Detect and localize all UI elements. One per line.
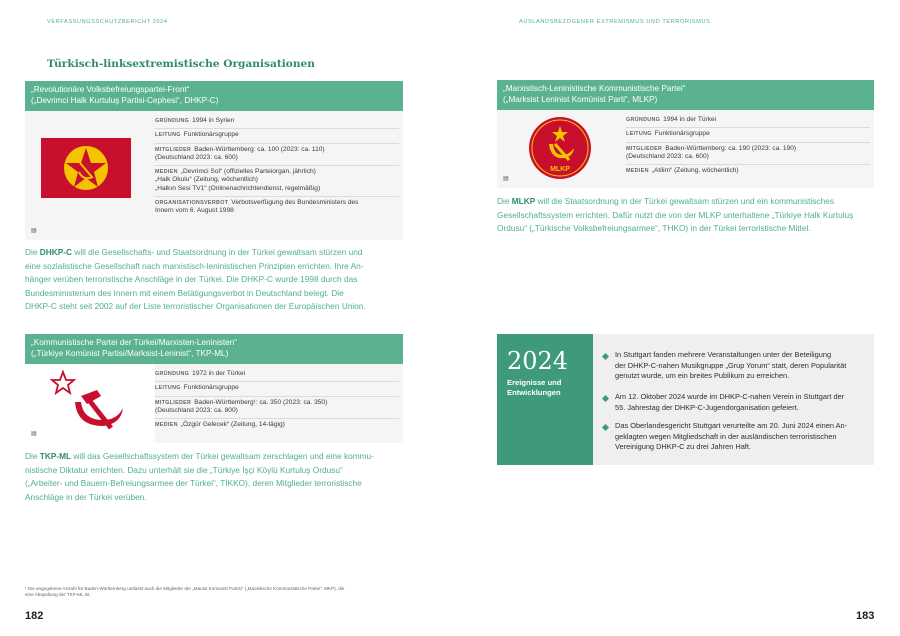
mlkp-logo-text: MLKP xyxy=(550,166,570,173)
section-title: Türkisch-linksextremistische Organisationen xyxy=(47,58,315,70)
running-header-right: AUSLANDSBEZOGENER EXTREMISMUS UND TERRORISMUS xyxy=(519,19,711,25)
timeline-year-panel xyxy=(497,334,593,465)
facts-list xyxy=(155,368,399,432)
footnote: ¹ Die angegebene Anzahl für Baden-Württemberg umfasst auch die Mitglieder der „Maoist Komünist Partisi“ („Maoistische Kommunistische Partei“, MKP), die eine Abspaltung der TKP-ML ist. xyxy=(25,586,345,598)
timeline-item: Am 12. Oktober 2024 wurde im DHKP-C-nahen Verein in Stuttgart der 55. Jahrestag der DHKP-C-Jugendorganisation gefeiert. xyxy=(615,392,845,412)
fact-media: MEDIEN „Özgür Gelecek“ (Zeitung, 14-tägig) xyxy=(155,421,285,429)
organization-card-mlkp xyxy=(497,80,874,188)
bullet-diamond-icon xyxy=(602,395,609,402)
fact-members: MITGLIEDER Baden-Württemberg: ca. 100 (2023: ca. 110) (Deutschland 2023: ca. 600) xyxy=(155,144,399,167)
org-name-line1: „Marxistisch-Leninistische Kommunistische Partei“ xyxy=(503,84,686,93)
org-name-line1: „Revolutionäre Volksbefreiungspartei-Front“ xyxy=(31,85,190,94)
logo-cell xyxy=(497,110,623,188)
fact-leadership: LEITUNG Funktionärsgruppe xyxy=(155,382,399,396)
facts-list xyxy=(155,115,399,219)
mlkp-logo xyxy=(497,110,623,188)
card-header xyxy=(25,334,403,364)
org-name-line1: „Kommunistische Partei der Türkei/Marxisten-Leninisten“ xyxy=(31,338,237,347)
document-icon: ▤ xyxy=(503,176,509,182)
bullet-diamond-icon xyxy=(602,353,609,360)
fact-ban: ORGANISATIONSVERBOT Verbotsverfügung des Bundesministers des Innern vom 6. August 1998 xyxy=(155,199,359,215)
timeline-subtitle: Ereignisse und Entwicklungen xyxy=(507,378,562,397)
bullet-diamond-icon xyxy=(602,424,609,431)
timeline-item: Das Oberlandesgericht Stuttgart verurteilte am 20. Juni 2024 einen An- geklagten wegen Mitgliedschaft in der ausländischen terroristischen Vereinigung DHKP-C zu drei Jahren Haft. xyxy=(615,421,848,452)
fact-founding: GRÜNDUNG 1994 in Syrien xyxy=(155,115,399,129)
fact-founding: GRÜNDUNG 1994 in der Türkei xyxy=(626,114,870,128)
paragraph-mlkp: Die MLKP will die Staatsordnung in der Türkei gewaltsam stürzen und ein kommunistisches Gesellschaftssystem errichten. Dafür nutzt die von der MLKP unterhaltene „Türkiye Halk Kurtuluş Ordusu“ („Türkische Volksbefreiungsarmee“, THKO) in der Türkei terroristische Mittel. xyxy=(497,196,854,234)
timeline-box xyxy=(497,334,874,465)
organization-card-dhkpc xyxy=(25,81,403,240)
page-number-right: 183 xyxy=(856,610,875,622)
paragraph-tkpml: Die TKP-ML will das Gesellschaftssystem der Türkei gewaltsam zerschlagen und eine kommu- nistische Diktatur errichten. Dazu unterhält sie die „Türkiye İşçi Köylü Kurtuluş Ordusu“ („Arbeiter- und Bauern-Befreiungsarmee der Türkei“, TİKKO), deren Mitglieder terroristische Anschläge in der Türkei verüben. xyxy=(25,451,374,502)
page-number-left: 182 xyxy=(25,610,44,622)
card-header xyxy=(497,80,874,110)
document-icon: ▤ xyxy=(31,431,37,437)
logo-cell xyxy=(25,364,155,443)
fact-members: MITGLIEDER Baden-Württemberg: ca. 190 (2023: ca. 190) (Deutschland 2023: ca. 600) xyxy=(626,143,870,166)
tkpml-hammer-sickle-logo xyxy=(25,364,155,443)
fact-founding: GRÜNDUNG 1972 in der Türkei xyxy=(155,368,399,382)
running-header-left: VERFASSUNGSSCHUTZBERICHT 2024 xyxy=(47,19,168,25)
dhkpc-flag-logo xyxy=(25,111,155,240)
org-name-line2: („Türkiye Komünist Partisi/Marksist-Leninist“, TKP-ML) xyxy=(31,348,229,358)
fact-media: MEDIEN „Devrimci Sol“ (offizielles Parteiorgan, jährlich) „Halk Okulu“ (Zeitung, wöchentlich) „Halkın Sesi TV1“ (Onlinenachrichtendienst, regelmäßig) xyxy=(155,166,399,197)
timeline-item: In Stuttgart fanden mehrere Veranstaltungen unter der Beteiligung der DHKP-C-nahen Musikgruppe „Grup Yorum“ statt, deren Popularität genutzt wurde, um ein breites Publikum zu erreichen. xyxy=(615,350,847,381)
timeline-year: 2024 xyxy=(507,347,569,375)
fact-media: MEDIEN „Atilim“ (Zeitung, wöchentlich) xyxy=(626,167,739,175)
paragraph-dhkpc: Die DHKP-C will die Gesellschafts- und Staatsordnung in der Türkei gewaltsam stürzen und eine sozialistische Gesellschaft nach marxistisch-leninistischen Prinzipien errichten. Ihre An- hänger verüben terroristische Anschläge in der Türkei. Die DHKP-C wurde 1998 durch das Bundesministerium des Innern mit einem Betätigungsverbot in Deutschland belegt. Die DHKP-C steht seit 2002 auf der Liste terroristischer Organisationen der Europäischen Union. xyxy=(25,247,366,312)
fact-members: MITGLIEDER Baden-Württemberg¹: ca. 350 (2023: ca. 350) (Deutschland 2023: ca. 800) xyxy=(155,397,399,420)
logo-cell xyxy=(25,111,155,240)
facts-list xyxy=(626,114,870,178)
fact-leadership: LEITUNG Funktionärsgruppe xyxy=(155,129,399,143)
fact-leadership: LEITUNG Funktionärsgruppe xyxy=(626,128,870,142)
organization-card-tkpml xyxy=(25,334,403,443)
card-header xyxy=(25,81,403,111)
document-icon: ▤ xyxy=(31,228,37,234)
org-name-line2: („Marksist Leninist Komünist Parti“, MLKP) xyxy=(503,94,658,104)
org-name-line2: („Devrimci Halk Kurtuluş Partisi-Cephesi“, DHKP-C) xyxy=(31,95,219,105)
